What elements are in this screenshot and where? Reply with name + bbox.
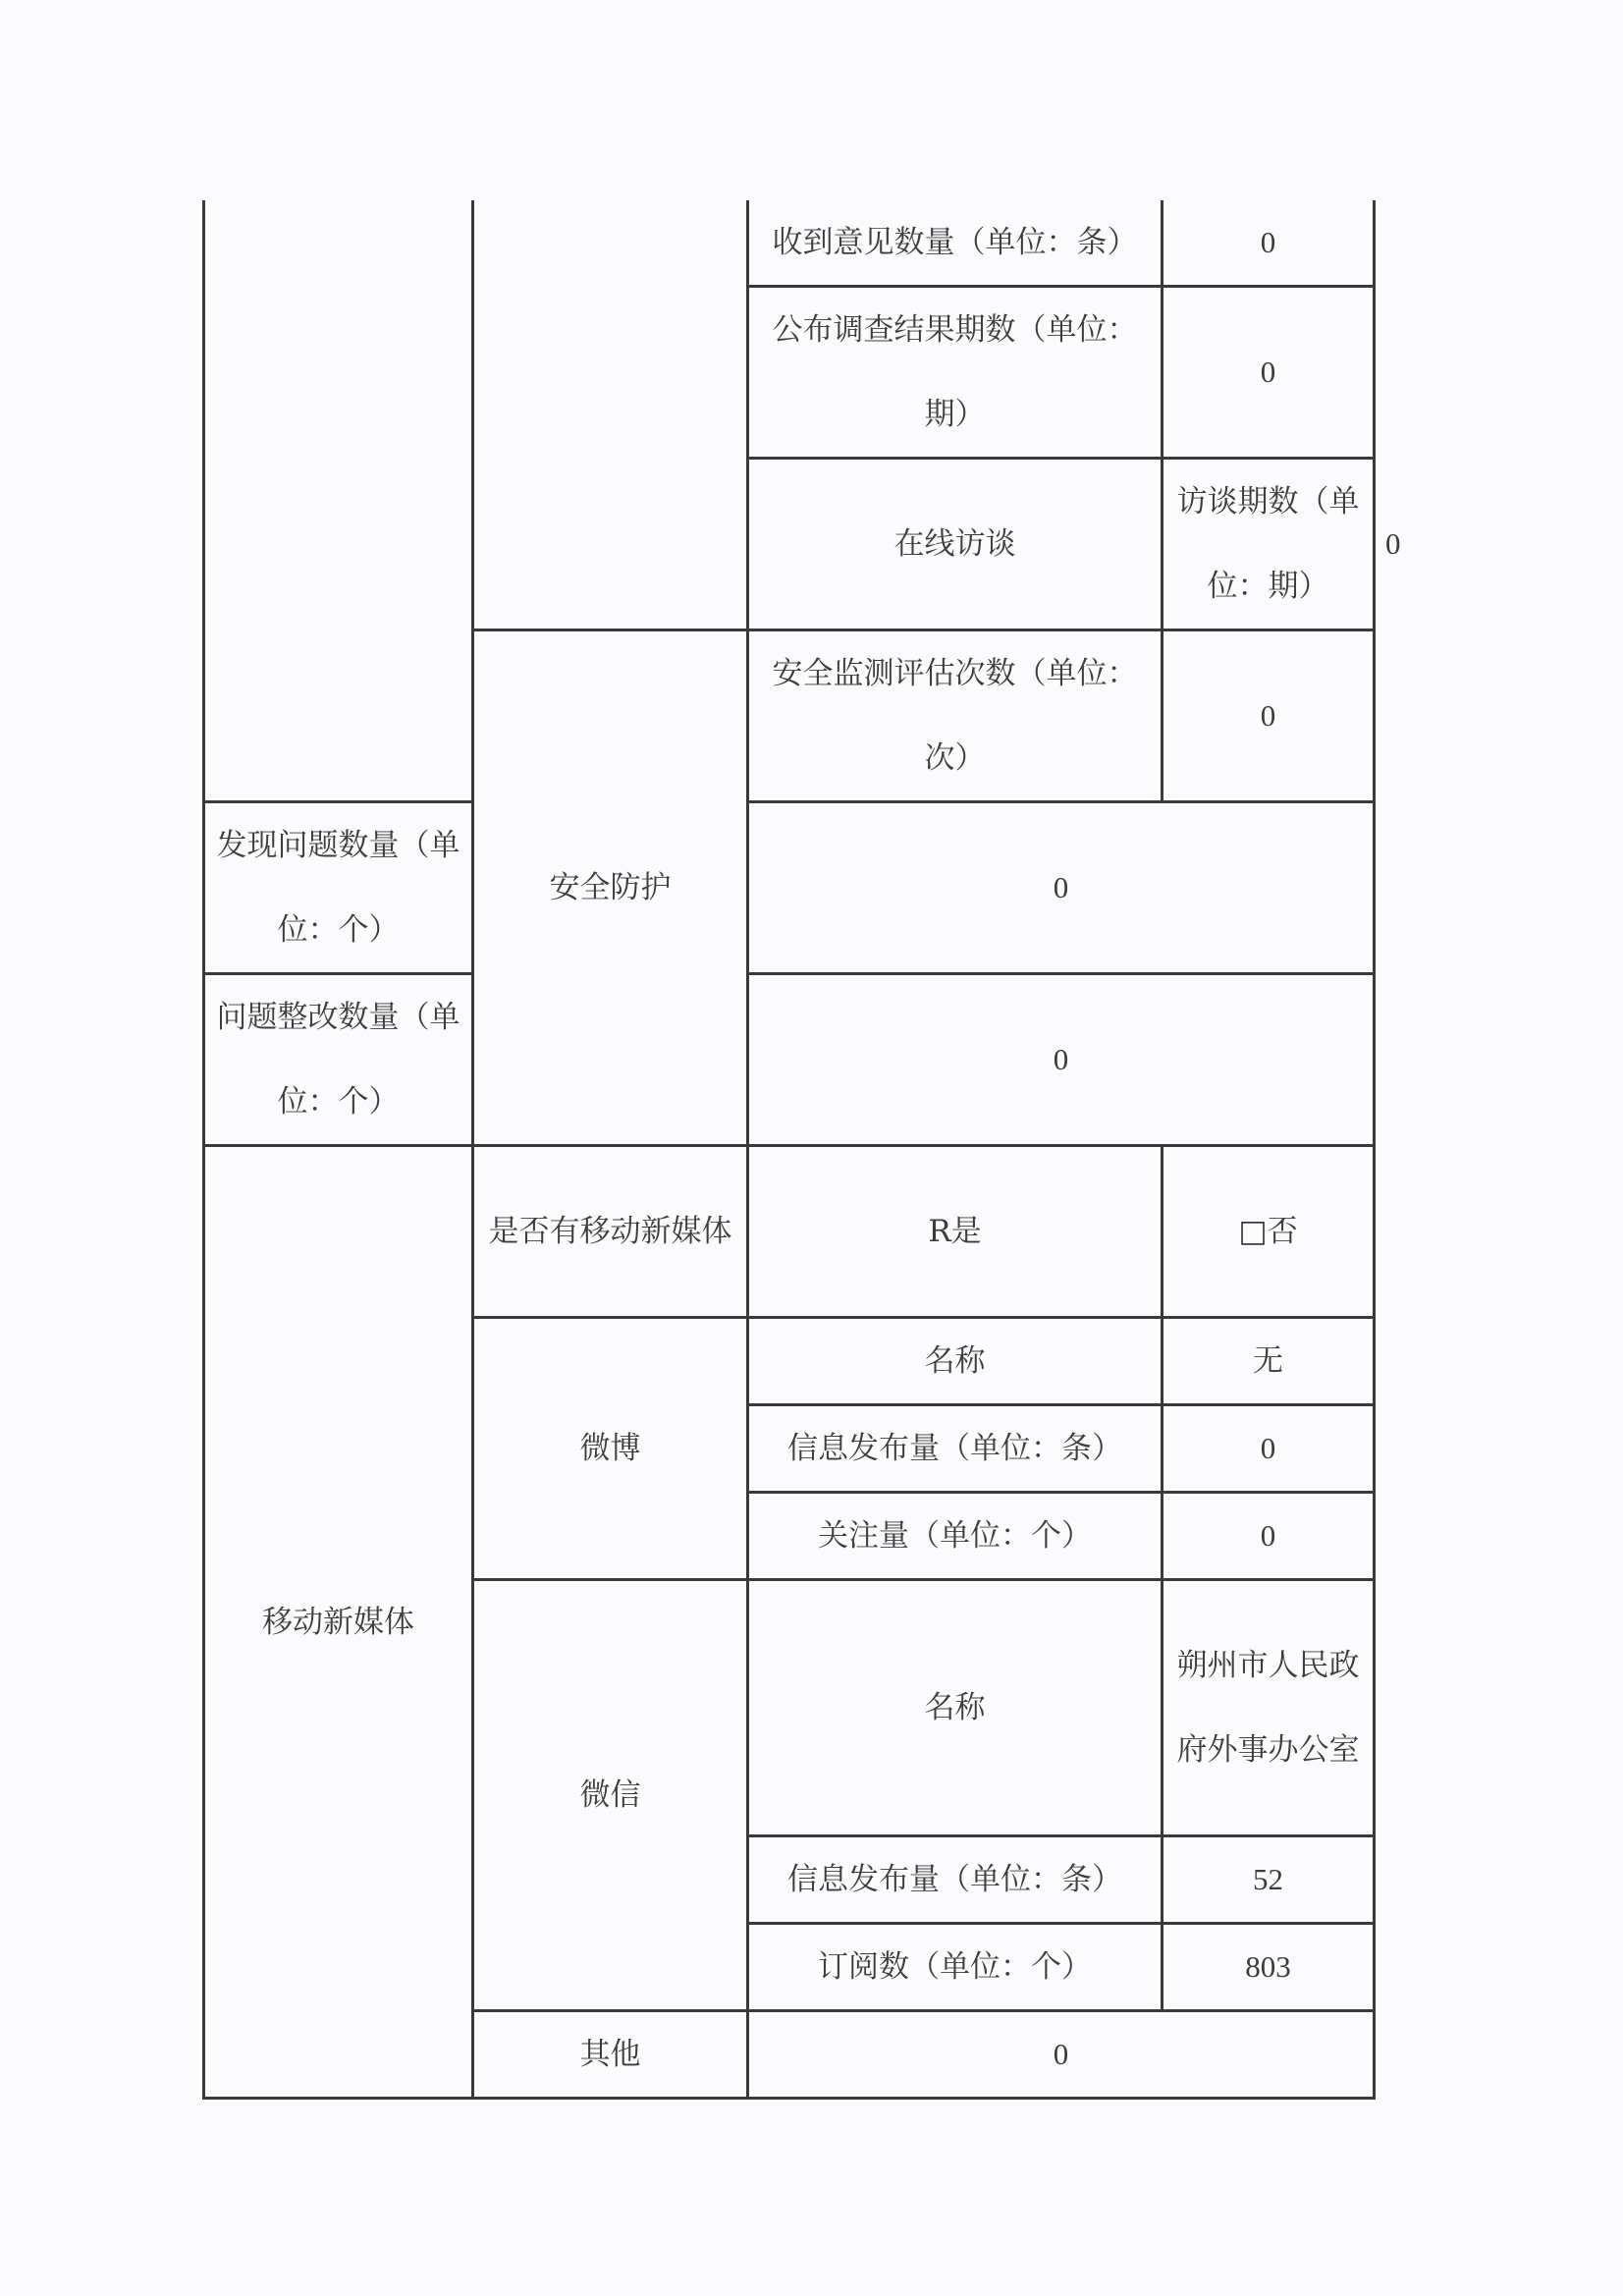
- other-category: 其他: [473, 2011, 748, 2099]
- weibo-name-value: 无: [1163, 1318, 1375, 1405]
- security-monitor-label: 安全监测评估次数（单位：次）: [748, 630, 1163, 802]
- wechat-subs-label: 订阅数（单位：个）: [748, 1924, 1163, 2011]
- table-row: [204, 802, 1375, 974]
- mobile-section-title: 移动新媒体: [204, 1146, 473, 2099]
- weibo-posts-label: 信息发布量（单位：条）: [748, 1405, 1163, 1493]
- wechat-posts-label: 信息发布量（单位：条）: [748, 1836, 1163, 1924]
- continued-category-cell: [473, 200, 748, 630]
- online-interview-category: 在线访谈: [748, 459, 1163, 630]
- online-interview-label: 访谈期数（单位：期）: [1163, 459, 1375, 630]
- weibo-followers-label: 关注量（单位：个）: [748, 1493, 1163, 1580]
- issues-found-value: 0: [748, 802, 1375, 974]
- survey-results-value: 0: [1163, 287, 1375, 459]
- wechat-category: 微信: [473, 1580, 748, 2011]
- other-value: 0: [748, 2011, 1375, 2099]
- weibo-category: 微博: [473, 1318, 748, 1580]
- wechat-name-value: 朔州市人民政府外事办公室: [1163, 1580, 1375, 1836]
- has-mobile-no: □否: [1163, 1146, 1375, 1318]
- continued-section-cell: [204, 200, 473, 802]
- table-row: [204, 1146, 1375, 1318]
- weibo-name-label: 名称: [748, 1318, 1163, 1405]
- wechat-posts-value: 52: [1163, 1836, 1375, 1924]
- security-monitor-value: 0: [1163, 630, 1375, 802]
- wechat-name-label: 名称: [748, 1580, 1163, 1836]
- has-mobile-label: 是否有移动新媒体: [473, 1146, 748, 1318]
- wechat-subs-value: 803: [1163, 1924, 1375, 2011]
- survey-results-label: 公布调查结果期数（单位：期）: [748, 287, 1163, 459]
- received-opinions-label: 收到意见数量（单位：条）: [748, 200, 1163, 287]
- issues-found-label: 发现问题数量（单位：个）: [204, 802, 473, 974]
- issues-fixed-value: 0: [748, 974, 1375, 1146]
- table-row: 在线访谈 访谈期数（单位：期） 0: [204, 459, 1375, 630]
- weibo-followers-value: 0: [1163, 1493, 1375, 1580]
- issues-fixed-label: 问题整改数量（单位：个）: [204, 974, 473, 1146]
- security-section-title: 安全防护: [473, 630, 748, 1146]
- weibo-posts-value: 0: [1163, 1405, 1375, 1493]
- table-row: [204, 974, 1375, 1146]
- has-mobile-yes: R是: [748, 1146, 1163, 1318]
- received-opinions-value: 0: [1163, 200, 1375, 287]
- table-row: [204, 200, 1375, 287]
- statistics-table: [202, 200, 1401, 2100]
